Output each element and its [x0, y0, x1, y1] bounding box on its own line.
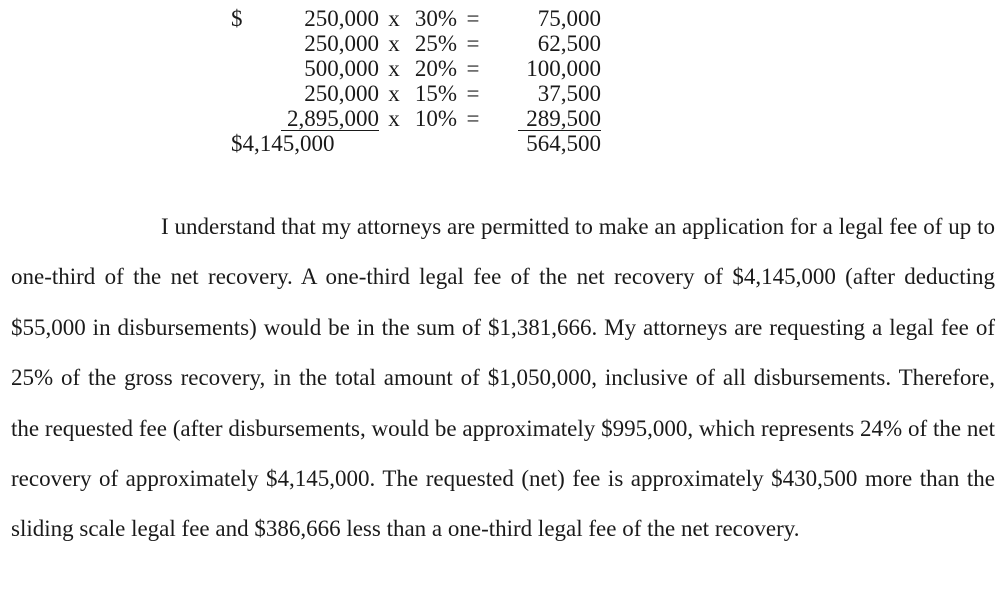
fee-explanation-paragraph: [11, 202, 995, 555]
calc-amount: 500,000: [304, 56, 379, 81]
calc-row: [231, 106, 601, 131]
total-amount: $4,145,000: [231, 131, 335, 156]
calc-equals: =: [466, 31, 480, 56]
total-result: 564,500: [526, 131, 601, 156]
currency-symbol: $: [231, 6, 243, 31]
calc-amount: 250,000: [304, 6, 379, 31]
calc-amount: 2,895,000: [281, 108, 379, 131]
calc-operator: x: [388, 81, 400, 106]
calc-row: [231, 6, 601, 31]
currency-spacer: [231, 81, 251, 106]
calc-operator: x: [388, 106, 400, 131]
paragraph-text: I understand that my attorneys are permitted to make an application for a legal fee of up to one-third of the net recovery. A one-third legal fee of the net recovery of $4,145,000 (after deducting $55,000 in disbursements) would be in the sum of $1,381,666. My attorneys are requesting a legal fee of 25% of the gross recovery, in the total amount of $1,050,000, inclusive of all disbursements. Therefore, the requested fee (after disbursements, would be approximately $995,000, which represents 24% of the net recovery of approximately $4,145,000. The requested (net) fee is approximately $430,500 more than the sliding scale legal fee and $386,666 less than a one-third legal fee of the net recovery.: [11, 214, 995, 542]
calc-equals: =: [466, 6, 480, 31]
calc-result: 62,500: [537, 31, 601, 56]
calc-operator: x: [388, 31, 400, 56]
calc-amount-underlined: [251, 106, 381, 131]
calc-percent: 30%: [414, 6, 457, 31]
total-spacer: [381, 131, 407, 156]
calc-percent: 20%: [414, 56, 457, 81]
calc-equals: =: [466, 81, 480, 106]
calc-row: [231, 56, 601, 81]
calc-percent: 10%: [414, 106, 457, 131]
calc-result: 289,500: [518, 108, 601, 131]
calc-result: 37,500: [537, 81, 601, 106]
calc-result: 75,000: [537, 6, 601, 31]
calc-total-row: [231, 131, 601, 156]
calc-amount: 250,000: [304, 31, 379, 56]
fee-calculation-table: [231, 6, 601, 156]
total-spacer: [457, 131, 489, 156]
calc-result-underlined: [489, 106, 601, 131]
calc-equals: =: [466, 56, 480, 81]
calc-operator: x: [388, 6, 400, 31]
calc-amount: 250,000: [304, 81, 379, 106]
calc-row: [231, 31, 601, 56]
currency-spacer: [231, 56, 251, 81]
calc-percent: 25%: [414, 31, 457, 56]
total-spacer: [407, 131, 457, 156]
calc-result: 100,000: [526, 56, 601, 81]
calc-equals: =: [466, 106, 480, 131]
calc-operator: x: [388, 56, 400, 81]
currency-spacer: [231, 106, 251, 131]
calc-row: [231, 81, 601, 106]
calc-percent: 15%: [414, 81, 457, 106]
currency-spacer: [231, 31, 251, 56]
